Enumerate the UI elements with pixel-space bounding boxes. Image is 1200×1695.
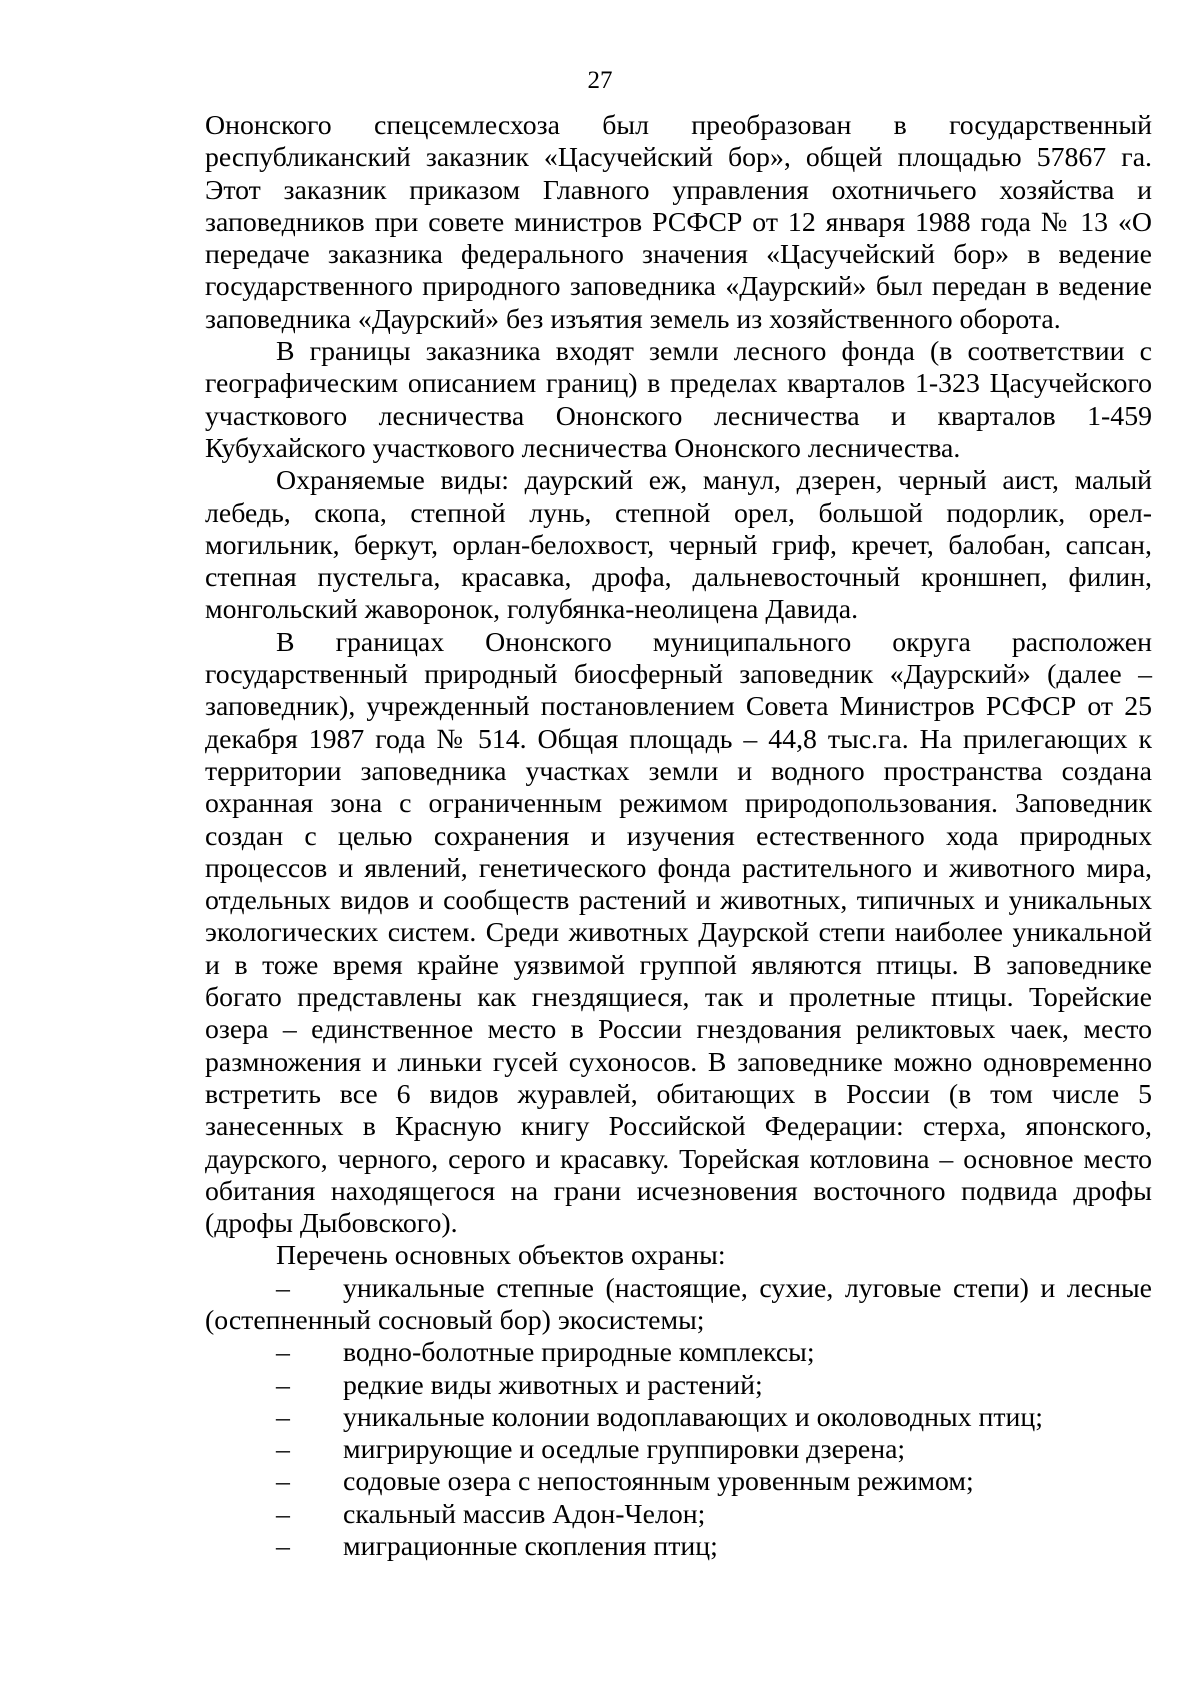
bullet-dash: – <box>276 1337 290 1369</box>
list-item-text: скальный массив Адон-Челон; <box>343 1498 706 1530</box>
list-item-text: уникальные степные (настоящие, сухие, луговые степи) и лесные (остепненный сосновый бор) экосистемы; <box>205 1272 1152 1336</box>
list-item <box>205 1370 1152 1402</box>
list-item-text: уникальные колонии водоплавающих и околоводных птиц; <box>343 1401 1044 1433</box>
bullet-dash: – <box>276 1531 290 1563</box>
list-item-text: мигрирующие и оседлые группировки дзерена; <box>343 1434 906 1466</box>
list-item-text: содовые озера с непостоянным уровенным режимом; <box>343 1466 974 1498</box>
page-number: 27 <box>587 67 613 94</box>
list-item <box>205 1434 1152 1466</box>
list-item <box>205 1531 1152 1563</box>
list-item <box>205 1337 1152 1369</box>
list-item-text: редкие виды животных и растений; <box>343 1369 763 1401</box>
paragraph-protected-species: Охраняемые виды: даурский еж, манул, дзерен, черный аист, малый лебедь, скопа, степной лунь, степной орел, большой подорлик, орел-могильник, беркут, орлан-белохвост, черный гриф, кречет, балобан, сапсан, степная пустельга, красавка, дрофа, дальневосточный кроншнеп, филин, монгольский жаворонок, голубянка-неолицена Давида. <box>205 465 1152 626</box>
paragraph-continuation: Ононского спецсемлесхоза был преобразован в государственный республиканский заказник «Цасучейский бор», общей площадью 57867 га. Этот заказник приказом Главного управления охотничьего хозяйства и заповедников при совете министров РСФСР от 12 января 1988 года № 13 «О передаче заказника федерального значения «Цасучейский бор» в ведение государственного природного заповедника «Даурский» был передан в ведение заповедника «Даурский» без изъятия земель из хозяйственного оборота. <box>205 110 1152 335</box>
document-body <box>205 110 1152 1563</box>
protection-objects-list <box>205 1273 1152 1564</box>
bullet-dash: – <box>276 1434 290 1466</box>
list-item <box>205 1402 1152 1434</box>
bullet-dash: – <box>276 1272 290 1304</box>
bullet-dash: – <box>276 1401 290 1433</box>
paragraph-daursky-reserve: В границах Ононского муниципального округа расположен государственный природный биосферный заповедник «Даурский» (далее – заповедник), учрежденный постановлением Совета Министров РСФСР от 25 декабря 1987 года № 514. Общая площадь – 44,8 тыс.га. На прилегающих к территории заповедника участках земли и водного пространства создана охранная зона с ограниченным режимом природопользования. Заповедник создан с целью сохранения и изучения естественного хода природных процессов и явлений, генетического фонда растительного и животного мира, отдельных видов и сообществ растений и животных, типичных и уникальных экологических систем. Среди животных Даурской степи наиболее уникальной и в тоже время крайне уязвимой группой являются птицы. В заповеднике богато представлены как гнездящиеся, так и пролетные птицы. Торейские озера – единственное место в России гнездования реликтовых чаек, место размножения и линьки гусей сухоносов. В заповеднике можно одновременно встретить все 6 видов журавлей, обитающих в России (в том числе 5 занесенных в Красную книгу Российской Федерации: стерха, японского, даурского, черного, серого и красавку. Торейская котловина – основное место обитания находящегося на грани исчезновения восточного подвида дрофы (дрофы Дыбовского). <box>205 626 1152 1240</box>
paragraph-protection-objects-intro: Перечень основных объектов охраны: <box>276 1240 726 1272</box>
bullet-dash: – <box>276 1369 290 1401</box>
bullet-dash: – <box>276 1466 290 1498</box>
list-item-text: водно-болотные природные комплексы; <box>343 1337 815 1369</box>
list-item <box>205 1273 1152 1338</box>
paragraph-reserve-boundaries: В границы заказника входят земли лесного фонда (в соответствии с географическим описанием границ) в пределах кварталов 1-323 Цасучейского участкового лесничества Ононского лесничества и кварталов 1-459 Кубухайского участкового лесничества Ононского лесничества. <box>205 336 1152 464</box>
list-item <box>205 1499 1152 1531</box>
list-item <box>205 1466 1152 1498</box>
list-item-text: миграционные скопления птиц; <box>343 1531 718 1563</box>
bullet-dash: – <box>276 1498 290 1530</box>
